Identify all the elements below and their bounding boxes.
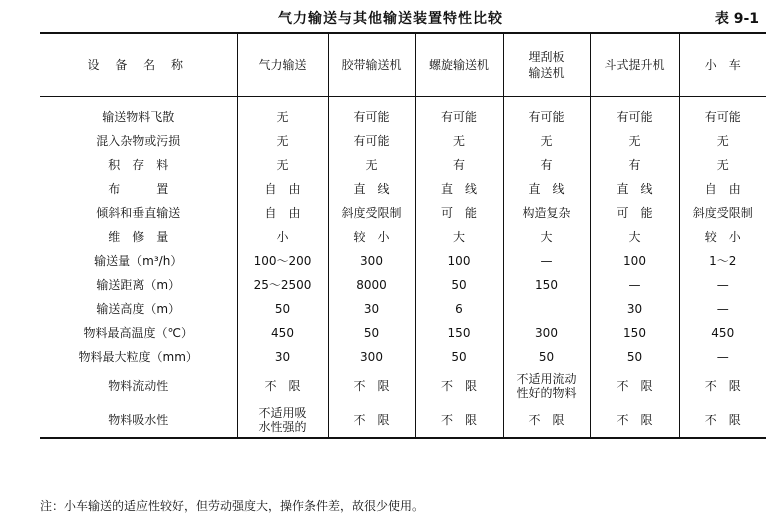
table-cell: 100 <box>590 249 679 273</box>
table-cell: 有可能 <box>679 97 766 130</box>
table-cell: 有可能 <box>328 97 415 130</box>
table-row <box>40 321 766 345</box>
table-cell: 50 <box>328 321 415 345</box>
row-label: 物料吸水性 <box>108 413 169 427</box>
row-label: 积 存 料 <box>108 158 169 172</box>
table-cell: 25～2500 <box>237 273 328 297</box>
table-cell: 不 限 <box>590 403 679 438</box>
table-row <box>40 297 766 321</box>
row-label: 倾斜和垂直输送 <box>96 206 181 220</box>
table-cell: 50 <box>503 345 590 369</box>
table-cell: 无 <box>237 97 328 130</box>
table-cell: 直 线 <box>590 177 679 201</box>
header-equipment-name: 设 备 名 称 <box>40 33 237 97</box>
table-cell: 斜度受限制 <box>679 201 766 225</box>
table-cell: 斜度受限制 <box>328 201 415 225</box>
table-cell: 无 <box>679 153 766 177</box>
header-col: 气力输送 <box>237 33 328 97</box>
table-cell: 有 <box>590 153 679 177</box>
table-cell: 150 <box>590 321 679 345</box>
table-number: 表 9-1 <box>714 11 759 27</box>
table-row <box>40 249 766 273</box>
table-cell: 自 由 <box>237 201 328 225</box>
table-cell: 300 <box>328 345 415 369</box>
row-label: 物料最高温度（℃） <box>83 326 193 340</box>
header-col: 斗式提升机 <box>590 33 679 97</box>
table-cell: 不 限 <box>679 369 766 403</box>
header-col: 螺旋输送机 <box>415 33 503 97</box>
table-cell: 6 <box>415 297 503 321</box>
row-label: 维 修 量 <box>108 230 169 244</box>
table-cell: 自 由 <box>237 177 328 201</box>
table-row <box>40 153 766 177</box>
table-row <box>40 225 766 249</box>
table-cell: 无 <box>328 153 415 177</box>
row-label: 输送距离（m） <box>96 278 181 292</box>
table-cell: 不 限 <box>503 403 590 438</box>
table-cell: 有 <box>503 153 590 177</box>
table-cell <box>503 297 590 321</box>
table-cell: 无 <box>237 153 328 177</box>
table-title: 气力输送与其他输送装置特性比较 <box>278 11 503 27</box>
header-col: 胶带输送机 <box>328 33 415 97</box>
table-cell: 无 <box>237 129 328 153</box>
table-cell: 无 <box>415 129 503 153</box>
table-cell: 有可能 <box>328 129 415 153</box>
table-cell: 小 <box>237 225 328 249</box>
table-cell: 不 限 <box>679 403 766 438</box>
table-cell: 有可能 <box>590 97 679 130</box>
table-cell: 30 <box>328 297 415 321</box>
table-row <box>40 129 766 153</box>
row-label: 输送物料飞散 <box>102 110 175 124</box>
row-label: 物料最大粒度（mm） <box>78 350 198 364</box>
table-cell: 50 <box>590 345 679 369</box>
table-cell: 无 <box>590 129 679 153</box>
row-label: 混入杂物或污损 <box>96 134 181 148</box>
table-cell: 300 <box>328 249 415 273</box>
table-cell: — <box>590 273 679 297</box>
table-cell: 不 限 <box>415 369 503 403</box>
table-cell: 自 由 <box>679 177 766 201</box>
row-label: 输送量（m³/h） <box>94 254 183 268</box>
row-label: 物料流动性 <box>108 379 169 393</box>
table-cell: 直 线 <box>415 177 503 201</box>
table-cell: 较 小 <box>328 225 415 249</box>
table-cell: 有可能 <box>503 97 590 130</box>
table-cell: 有可能 <box>415 97 503 130</box>
table-cell: 不 限 <box>328 369 415 403</box>
table-cell: 不适用流动 性好的物料 <box>503 369 590 403</box>
comparison-table <box>40 32 766 439</box>
table-row <box>40 97 766 130</box>
row-label: 布 置 <box>108 182 169 196</box>
table-row <box>40 369 766 403</box>
table-cell: 50 <box>415 273 503 297</box>
table-cell: 不适用吸 水性强的 <box>237 403 328 438</box>
table-cell: 无 <box>503 129 590 153</box>
table-cell: 450 <box>679 321 766 345</box>
header-row <box>40 33 766 97</box>
table-row <box>40 201 766 225</box>
table-cell: 大 <box>415 225 503 249</box>
table-cell: 450 <box>237 321 328 345</box>
table-cell: 8000 <box>328 273 415 297</box>
table-cell: 构造复杂 <box>503 201 590 225</box>
table-cell: 无 <box>679 129 766 153</box>
table-cell: 30 <box>237 345 328 369</box>
table-cell: 100～200 <box>237 249 328 273</box>
table-cell: 大 <box>590 225 679 249</box>
table-cell: 100 <box>415 249 503 273</box>
table-cell: 150 <box>503 273 590 297</box>
table-cell: 不 限 <box>237 369 328 403</box>
table-row <box>40 345 766 369</box>
table-cell: 可 能 <box>415 201 503 225</box>
table-row <box>40 177 766 201</box>
table-cell: 300 <box>503 321 590 345</box>
table-cell: 直 线 <box>503 177 590 201</box>
table-cell: — <box>679 297 766 321</box>
table-row <box>40 403 766 438</box>
header-col: 小 车 <box>679 33 766 97</box>
table-cell: 不 限 <box>415 403 503 438</box>
table-cell: 直 线 <box>328 177 415 201</box>
table-cell: 大 <box>503 225 590 249</box>
table-cell: — <box>679 273 766 297</box>
row-label: 输送高度（m） <box>96 302 181 316</box>
table-cell: — <box>503 249 590 273</box>
header-col: 埋刮板 输送机 <box>503 33 590 97</box>
table-cell: 50 <box>237 297 328 321</box>
table-cell: — <box>679 345 766 369</box>
table-cell: 150 <box>415 321 503 345</box>
table-cell: 30 <box>590 297 679 321</box>
table-cell: 50 <box>415 345 503 369</box>
table-cell: 不 限 <box>328 403 415 438</box>
table-cell: 1～2 <box>679 249 766 273</box>
table-row <box>40 273 766 297</box>
footnote: 注：小车输送的适应性较好，但劳动强度大，操作条件差，故很少使用。 <box>40 499 425 513</box>
table-cell: 有 <box>415 153 503 177</box>
table-cell: 可 能 <box>590 201 679 225</box>
table-cell: 不 限 <box>590 369 679 403</box>
table-cell: 较 小 <box>679 225 766 249</box>
